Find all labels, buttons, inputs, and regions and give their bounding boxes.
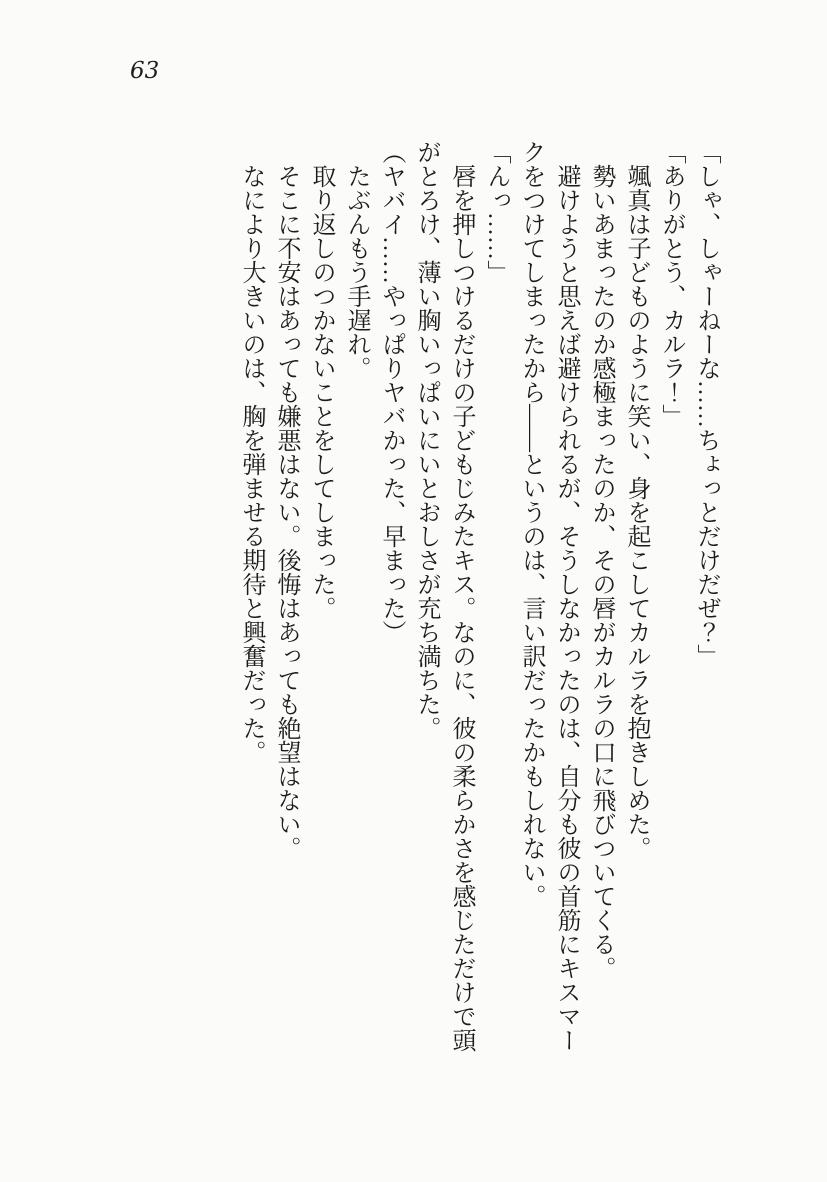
dialogue-line: 「ありがとう、カルラ！」 xyxy=(658,140,684,428)
thought-line: （ヤバイ……やっぱりヤバかった、早まった） xyxy=(378,140,404,644)
dialogue-line: 「んっ……」 xyxy=(483,140,509,284)
narration-paragraph: 颯真は子どものように笑い、身を起こしてカルラを抱きしめた。 xyxy=(623,164,649,860)
narration-paragraph: なにより大きいのは、胸を弾ませる期待と興奮だった。 xyxy=(238,164,264,764)
narration-paragraph: 取り返しのつかないことをしてしまった。 xyxy=(308,164,334,620)
narration-paragraph: 勢いあまったのか感極まったのか、その唇がカルラの口に飛びついてくる。 xyxy=(588,164,614,980)
page-number: 63 xyxy=(130,58,160,84)
dialogue-line: 「しゃ、しゃーねーな……ちょっとだけだぜ？」 xyxy=(693,140,719,668)
narration-paragraph: そこに不安はあっても嫌悪はない。後悔はあっても絶望はない。 xyxy=(273,164,299,860)
narration-paragraph: 唇を押しつけるだけの子どもじみたキス。なのに、彼の柔らかさを感じただけで頭がとろけ、薄い胸いっぱいにいとおしさが充ち満ちた。 xyxy=(413,140,474,1052)
narration-paragraph: 避けようと思えば避けられるが、そうしなかったのは、自分も彼の首筋にキスマークをつけてしまったから――というのは、言い訳だったかもしれない。 xyxy=(518,140,579,1052)
narration-paragraph: たぶんもう手遅れ。 xyxy=(343,164,369,380)
vertical-text-block xyxy=(233,140,723,1066)
